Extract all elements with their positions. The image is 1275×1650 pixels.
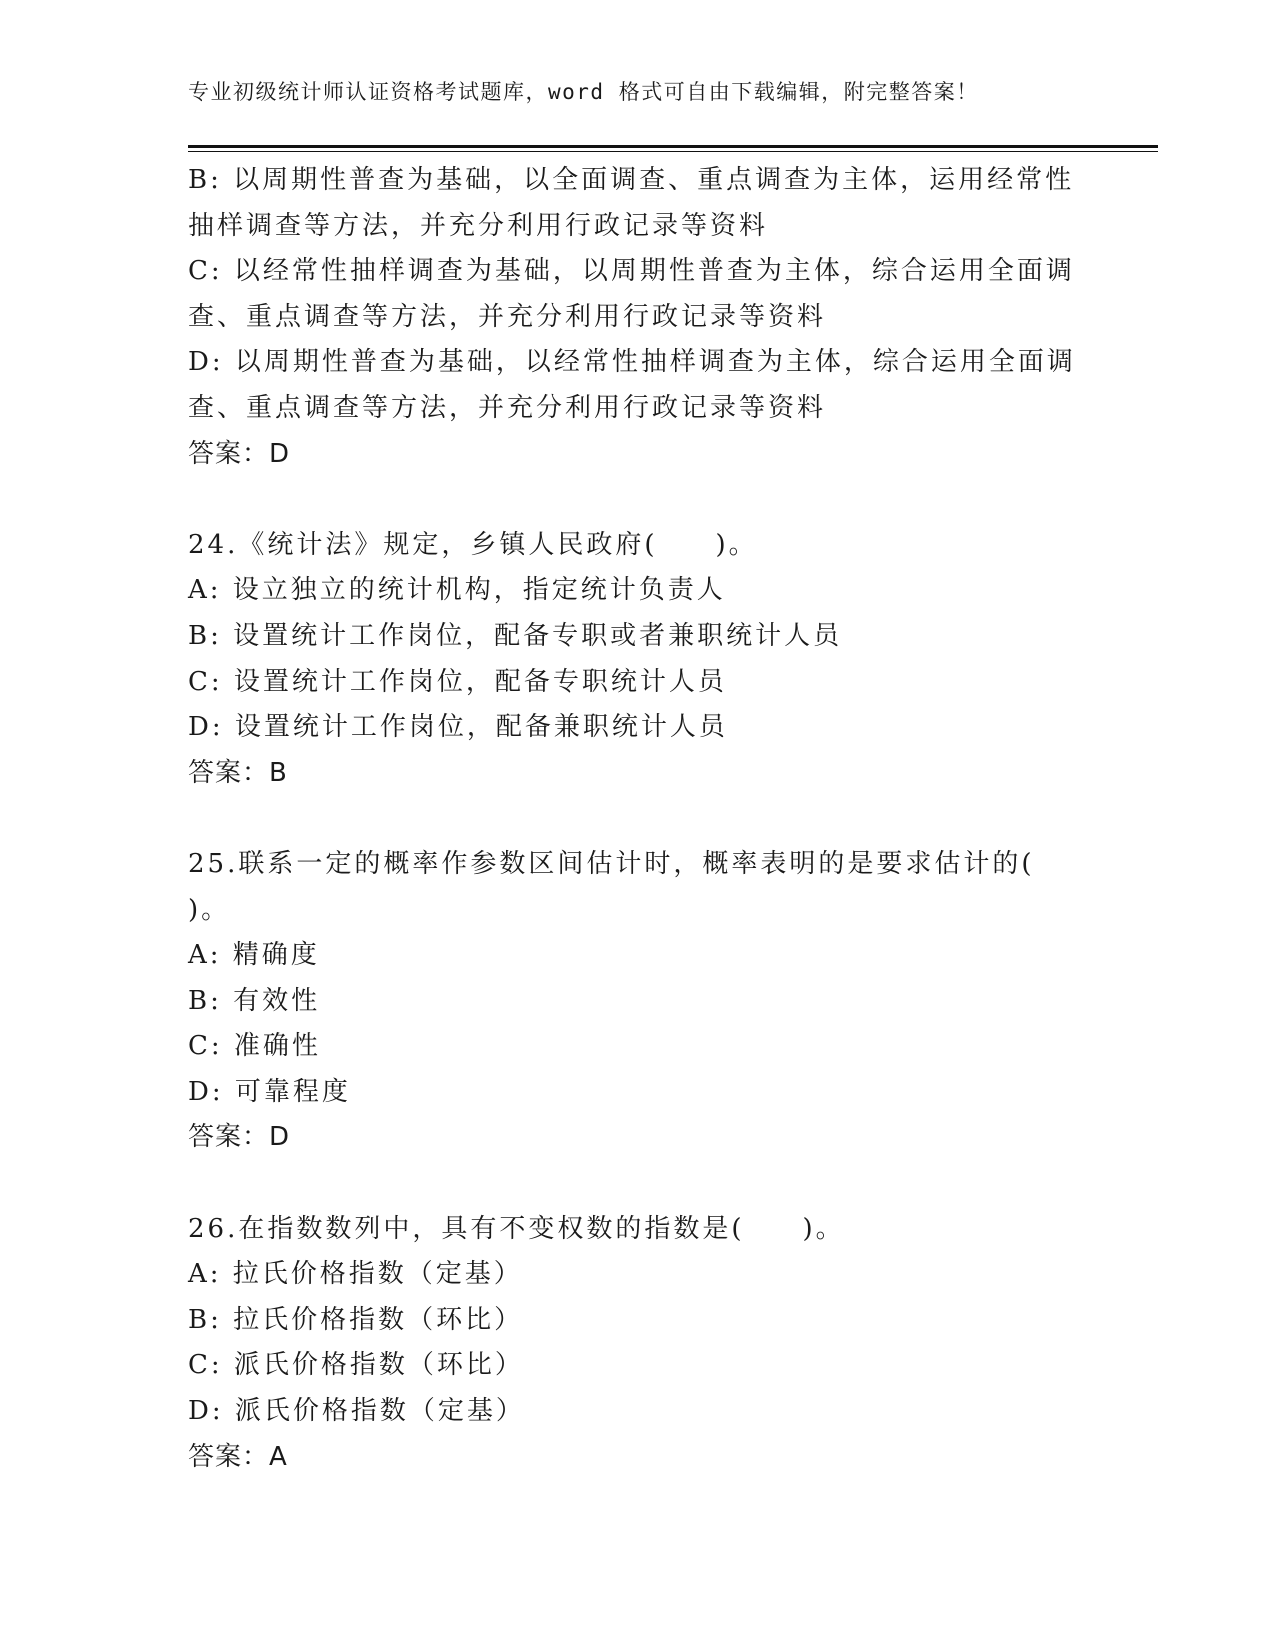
q26-option-a: A: 拉氏价格指数（定基） xyxy=(188,1259,523,1290)
header-divider-thin xyxy=(188,151,1158,152)
header-divider-thick xyxy=(188,145,1158,148)
q26-answer: 答案：A xyxy=(188,1441,288,1472)
q26-option-d: D: 派氏价格指数（定基） xyxy=(188,1396,525,1427)
q25-question-line1: 25.联系一定的概率作参数区间估计时，概率表明的是要求估计的( xyxy=(188,848,1035,879)
q26-option-c: C: 派氏价格指数（环比） xyxy=(188,1350,524,1381)
q25-option-d: D: 可靠程度 xyxy=(188,1076,351,1107)
q23-option-d: D: 以周期性普查为基础，以经常性抽样调查为主体，综合运用全面调查、重点调查等方法，并充分利用行政记录等资料 xyxy=(188,347,1076,423)
q24-option-d: D: 设置统计工作岗位，配备兼职统计人员 xyxy=(188,712,728,743)
q24-option-c: C: 设置统计工作岗位，配备专职统计人员 xyxy=(188,666,727,697)
spacer xyxy=(188,796,1088,842)
spacer xyxy=(188,477,1088,523)
q25-option-a: A: 精确度 xyxy=(188,940,320,971)
q24-option-a: A: 设立独立的统计机构，指定统计负责人 xyxy=(188,575,726,606)
question-list xyxy=(188,158,1088,1480)
q25-option-c: C: 准确性 xyxy=(188,1031,321,1062)
spacer xyxy=(188,1161,1088,1207)
q24-question: 24.《统计法》规定，乡镇人民政府( )。 xyxy=(188,529,758,560)
q25-option-b: B: 有效性 xyxy=(188,985,321,1016)
q25-answer: 答案：D xyxy=(188,1122,291,1153)
q24-option-b: B: 设置统计工作岗位，配备专职或者兼职统计人员 xyxy=(188,620,843,651)
q23-option-c: C: 以经常性抽样调查为基础，以周期性普查为主体，综合运用全面调查、重点调查等方法，并充分利用行政记录等资料 xyxy=(188,256,1075,332)
q26-option-b: B: 拉氏价格指数（环比） xyxy=(188,1304,524,1335)
q26-question: 26.在指数数列中，具有不变权数的指数是( )。 xyxy=(188,1213,845,1244)
page-header: 专业初级统计师认证资格考试题库，word 格式可自由下载编辑，附完整答案！ xyxy=(188,80,979,104)
q24-answer: 答案：B xyxy=(188,757,288,788)
q23-option-b: B: 以周期性普查为基础，以全面调查、重点调查为主体，运用经常性抽样调查等方法，并充分利用行政记录等资料 xyxy=(188,165,1075,241)
q25-question-line2: )。 xyxy=(188,894,231,925)
q23-answer: 答案：D xyxy=(188,438,291,469)
